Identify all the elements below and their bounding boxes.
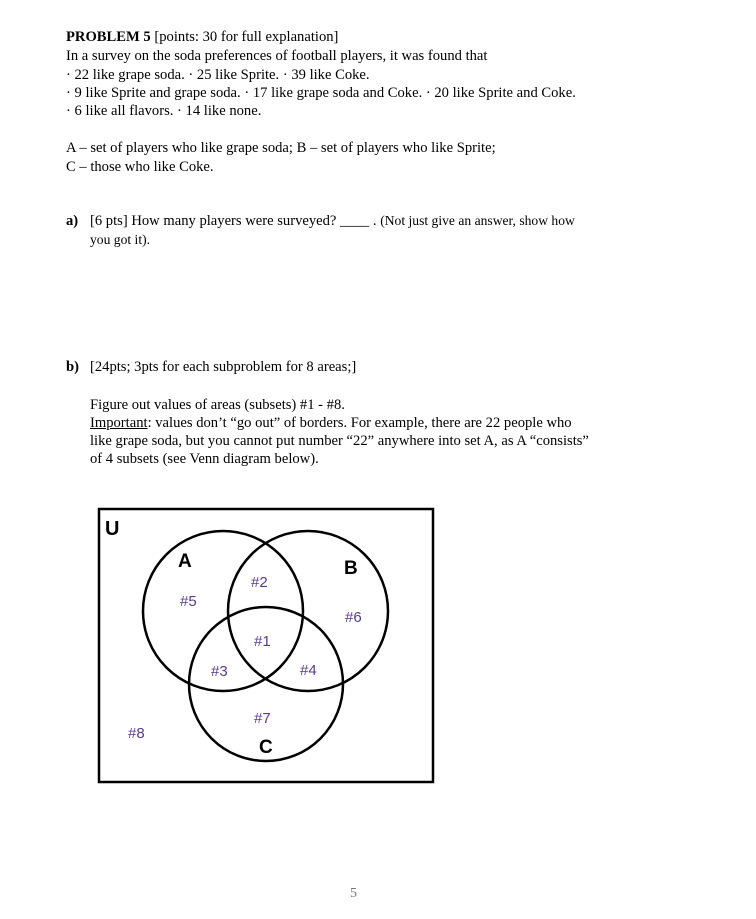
part-a-label: a): [66, 213, 79, 229]
region-2: #2: [251, 574, 268, 591]
important-label: Important: [90, 415, 148, 431]
problem-title: PROBLEM 5: [66, 29, 151, 45]
part-a-line-2: you got it).: [90, 232, 151, 247]
region-3: #3: [211, 663, 228, 680]
sets-definition-2: C – those who like Coke.: [66, 159, 214, 175]
part-b-line-1: Figure out values of areas (subsets) #1 - #8.: [90, 397, 345, 413]
region-1: #1: [254, 633, 271, 650]
part-b-label: b): [66, 359, 79, 375]
page-number: 5: [350, 886, 357, 901]
set-c-label: C: [259, 737, 273, 758]
set-a-label: A: [178, 551, 192, 572]
part-b-line-3: like grape soda, but you cannot put number “22” anywhere into set A, as A “consists”: [90, 433, 589, 449]
facts-line-2: · 9 like Sprite and grape soda. · 17 like grape soda and Coke. · 20 like Sprite and Coke.: [66, 85, 576, 101]
part-b-line-4: of 4 subsets (see Venn diagram below).: [90, 451, 319, 467]
sets-definition-1: A – set of players who like grape soda; B – set of players who like Sprite;: [66, 140, 496, 156]
region-8: #8: [128, 725, 145, 742]
region-5: #5: [180, 593, 197, 610]
set-b-label: B: [344, 558, 358, 579]
part-b-header: [24pts; 3pts for each subproblem for 8 areas;]: [90, 359, 357, 375]
facts-line-1: · 22 like grape soda. · 25 like Sprite. · 39 like Coke.: [66, 67, 370, 83]
part-a-note: (Not just give an answer, show how: [380, 213, 575, 228]
problem-intro: In a survey on the soda preferences of football players, it was found that: [66, 48, 488, 64]
important-text: : values don’t “go out” of borders. For example, there are 22 people who: [147, 415, 572, 431]
region-7: #7: [254, 710, 271, 727]
facts-line-3: · 6 like all flavors. · 14 like none.: [66, 103, 262, 119]
universe-label: U: [105, 518, 120, 540]
region-4: #4: [300, 662, 317, 679]
region-6: #6: [345, 609, 362, 626]
points-note: [points: 30 for full explanation]: [154, 29, 339, 45]
part-a-main: [6 pts] How many players were surveyed? ____ .: [90, 213, 377, 229]
